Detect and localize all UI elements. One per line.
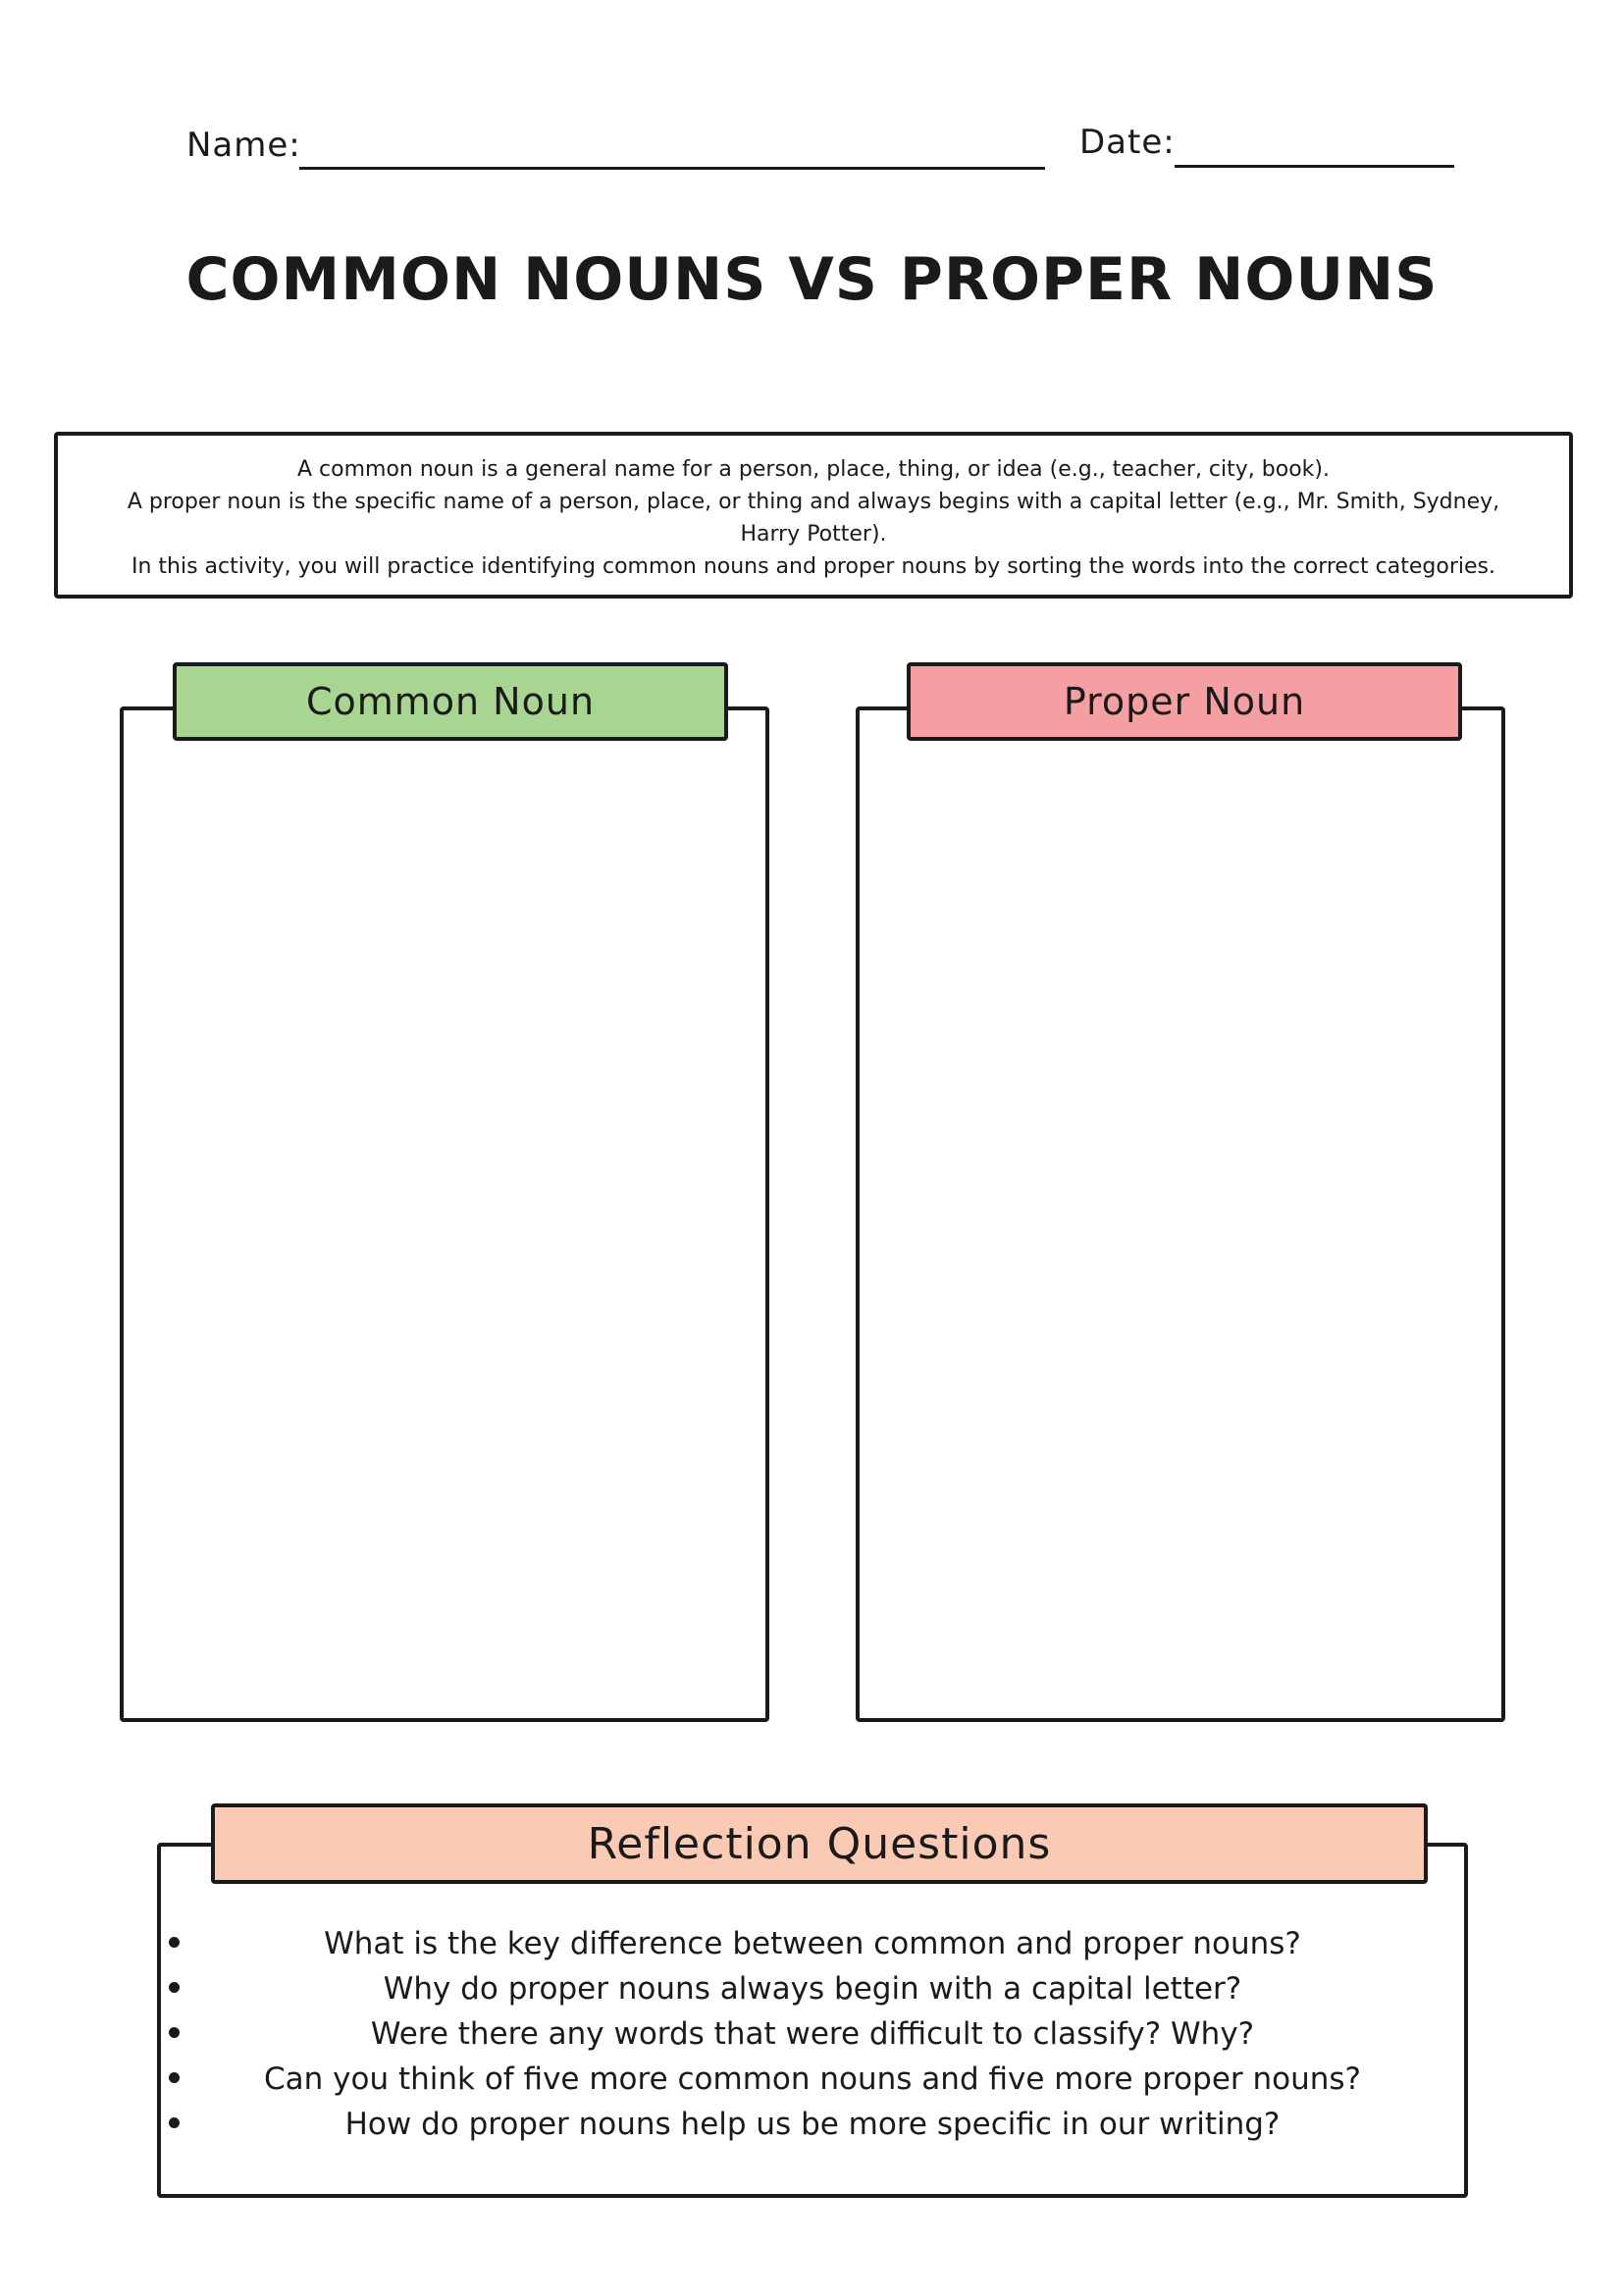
- reflection-question: [165, 2102, 1460, 2147]
- activity-instruction: In this activity, you will practice identifying common nouns and proper nouns by sorting the words into the correct categories.: [131, 554, 1495, 579]
- reflection-question: [165, 2057, 1460, 2102]
- question-text: Were there any words that were difficult to classify? Why?: [370, 2016, 1255, 2052]
- common-noun-header: [173, 662, 728, 741]
- date-label: Date:: [1079, 123, 1176, 162]
- reflection-header: [211, 1803, 1428, 1884]
- common-noun-box[interactable]: [120, 706, 769, 1722]
- reflection-question: [165, 2011, 1460, 2057]
- instructions-box: [54, 432, 1573, 599]
- proper-noun-header: [907, 662, 1462, 741]
- name-field[interactable]: [299, 167, 1045, 170]
- question-text: Can you think of five more common nouns and five more proper nouns?: [264, 2061, 1361, 2097]
- question-text: Why do proper nouns always begin with a capital letter?: [383, 1971, 1242, 2007]
- common-noun-definition: A common noun is a general name for a person, place, thing, or idea (e.g., teacher, city, book).: [297, 457, 1330, 482]
- proper-noun-definition: A proper noun is the specific name of a person, place, or thing and always begins with a capital letter (e.g., Mr. Smith, Sydney, Harry Potter).: [127, 490, 1500, 547]
- reflection-question: [165, 1921, 1460, 1966]
- question-text: How do proper nouns help us be more specific in our writing?: [344, 2107, 1281, 2142]
- page-title: COMMON NOUNS VS PROPER NOUNS: [185, 245, 1439, 314]
- proper-noun-box[interactable]: [856, 706, 1505, 1722]
- reflection-question: [165, 1966, 1460, 2011]
- name-label: Name:: [186, 126, 301, 165]
- common-noun-label: Common Noun: [305, 680, 596, 723]
- reflection-title: Reflection Questions: [587, 1818, 1052, 1869]
- proper-noun-label: Proper Noun: [1063, 680, 1306, 723]
- date-field[interactable]: [1175, 165, 1454, 168]
- question-text: What is the key difference between common and proper nouns?: [324, 1926, 1301, 1961]
